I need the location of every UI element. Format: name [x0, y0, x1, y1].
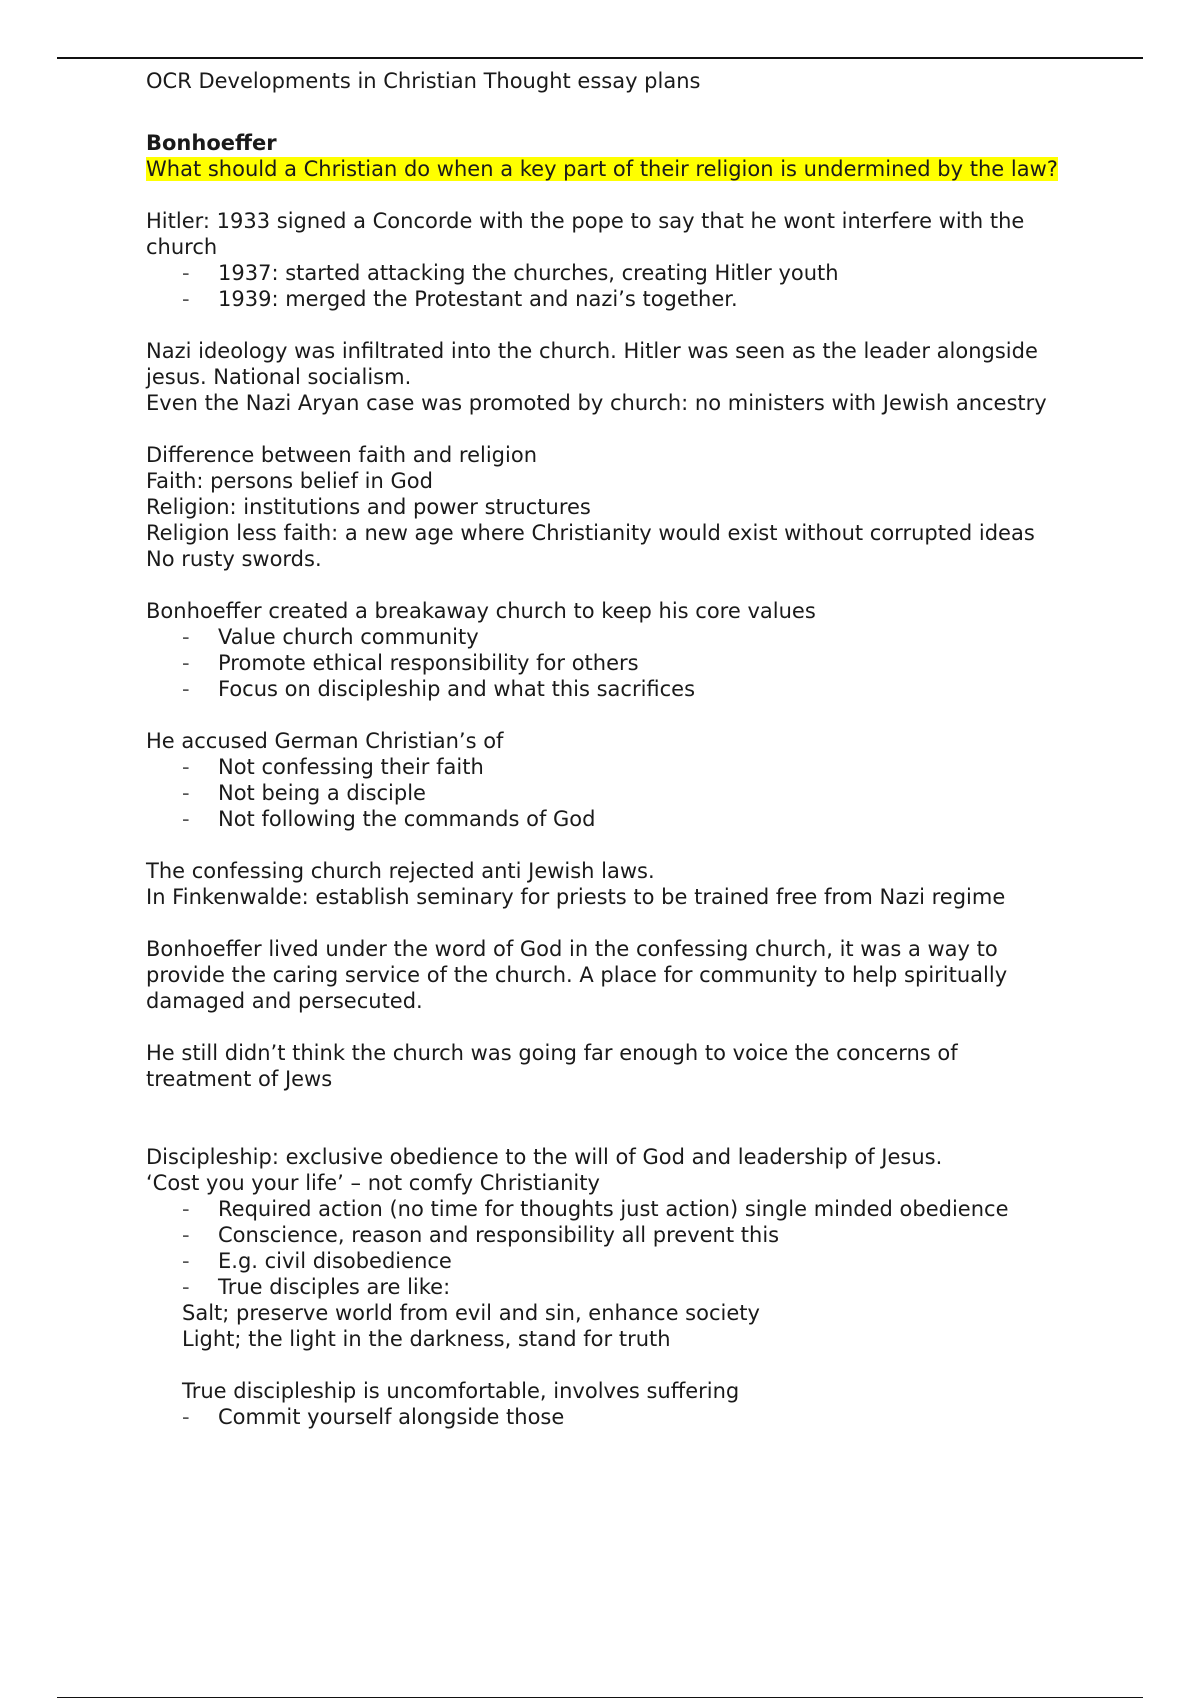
- faith-line: No rusty swords.: [146, 547, 322, 571]
- list-item: - 1937: started attacking the churches, creating Hitler youth: [182, 261, 839, 285]
- bullet-dash: -: [182, 781, 190, 805]
- bullet-dash: -: [182, 677, 190, 701]
- bottom-rule: [57, 1697, 1143, 1698]
- bullet-dash: -: [182, 755, 190, 779]
- lived-paragraph: Bonhoeffer lived under the word of God in the confessing church, it was a way to provide the caring service of the church. A place for community to help spiritually damaged and persecuted.: [146, 937, 1008, 1013]
- document-header: OCR Developments in Christian Thought essay plans: [146, 69, 701, 93]
- bullet-dash: -: [182, 1275, 190, 1299]
- still-paragraph: He still didn’t think the church was going far enough to voice the concerns of treatment of Jews: [146, 1041, 958, 1091]
- list-item: - Promote ethical responsibility for others: [182, 651, 639, 675]
- faith-line: Faith: persons belief in God: [146, 469, 433, 493]
- breakaway-intro: Bonhoeffer created a breakaway church to keep his core values: [146, 599, 816, 623]
- list-item: - Value church community: [182, 625, 479, 649]
- list-item: - Not following the commands of God: [182, 807, 596, 831]
- bullet-dash: -: [182, 625, 190, 649]
- essay-question: [146, 156, 1066, 182]
- list-item: - Not confessing their faith: [182, 755, 484, 779]
- bullet-dash: -: [182, 1249, 190, 1273]
- bullet-dash: -: [182, 1197, 190, 1221]
- list-item: - Conscience, reason and responsibility all prevent this: [182, 1223, 780, 1247]
- bullet-dash: -: [182, 807, 190, 831]
- bullet-dash: -: [182, 1405, 190, 1429]
- list-item: - Required action (no time for thoughts just action) single minded obedience: [182, 1197, 1009, 1221]
- faith-line: Difference between faith and religion: [146, 443, 538, 467]
- bullet-dash: -: [182, 261, 190, 285]
- list-item: - E.g. civil disobedience: [182, 1249, 452, 1273]
- accused-intro: He accused German Christian’s of: [146, 729, 504, 753]
- discipleship-line: Discipleship: exclusive obedience to the will of God and leadership of Jesus.: [146, 1145, 943, 1169]
- faith-line: Religion: institutions and power structures: [146, 495, 591, 519]
- list-item: - Not being a disciple: [182, 781, 426, 805]
- disciple-like-line: Light; the light in the darkness, stand for truth: [182, 1327, 671, 1351]
- nazi-paragraph: Even the Nazi Aryan case was promoted by church: no ministers with Jewish ancestry: [146, 391, 1047, 415]
- breakaway-list: [146, 624, 1066, 702]
- nazi-paragraph: Nazi ideology was infiltrated into the church. Hitler was seen as the leader alongside jesus. National socialism.: [146, 339, 1038, 389]
- section-title: Bonhoeffer: [146, 131, 277, 155]
- suffering-line: True discipleship is uncomfortable, involves suffering: [182, 1379, 740, 1403]
- disciple-like-line: Salt; preserve world from evil and sin, enhance society: [182, 1301, 760, 1325]
- list-item: - True disciples are like:: [182, 1275, 451, 1299]
- document-page: [146, 68, 1066, 1430]
- bullet-dash: -: [182, 287, 190, 311]
- hitler-intro: Hitler: 1933 signed a Concorde with the pope to say that he wont interfere with the church: [146, 209, 1025, 259]
- accused-list: [146, 754, 1066, 832]
- top-rule: [57, 57, 1143, 59]
- discipleship-list: [146, 1196, 1066, 1300]
- highlighted-question: What should a Christian do when a key part of their religion is undermined by the law?: [146, 157, 1058, 181]
- hitler-list: [146, 260, 1066, 312]
- list-item: - Commit yourself alongside those: [182, 1405, 565, 1429]
- list-item: - Focus on discipleship and what this sacrifices: [182, 677, 696, 701]
- suffering-list: [146, 1404, 1066, 1430]
- discipleship-line: ‘Cost you your life’ – not comfy Christianity: [146, 1171, 600, 1195]
- faith-line: Religion less faith: a new age where Christianity would exist without corrupted ideas: [146, 521, 1035, 545]
- bullet-dash: -: [182, 1223, 190, 1247]
- list-item: - 1939: merged the Protestant and nazi’s together.: [182, 287, 738, 311]
- confessing-line: The confessing church rejected anti Jewish laws.: [146, 859, 655, 883]
- confessing-line: In Finkenwalde: establish seminary for priests to be trained free from Nazi regime: [146, 885, 1006, 909]
- bullet-dash: -: [182, 651, 190, 675]
